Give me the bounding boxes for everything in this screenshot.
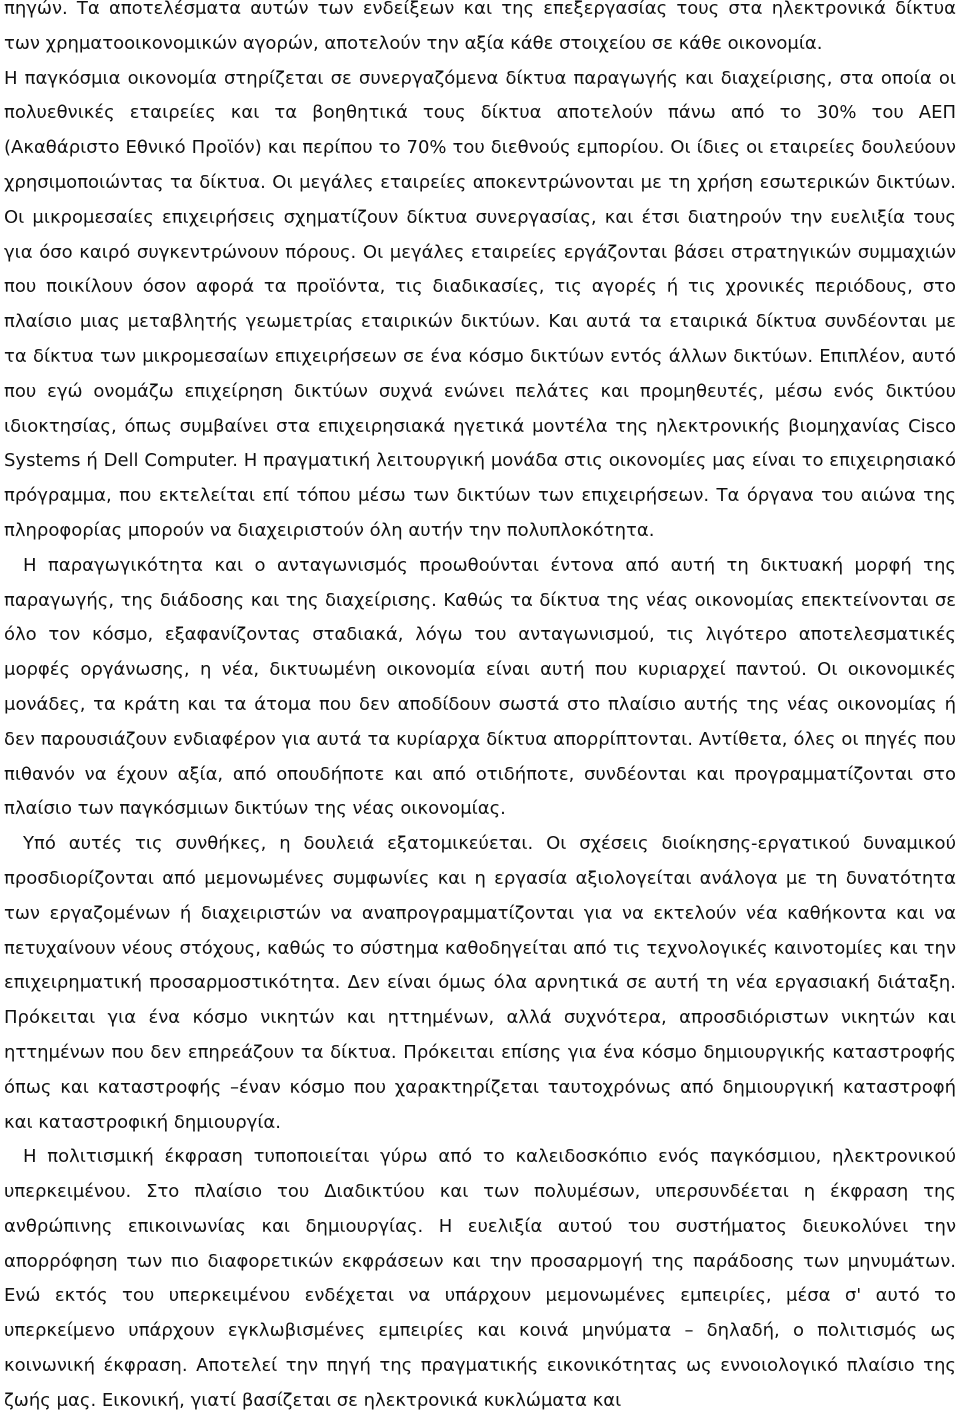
paragraph-2: Η παγκόσμια οικονομία στηρίζεται σε συνεργαζόμενα δίκτυα παραγωγής και διαχείρισης, στα οποία οι πολυεθνικές εταιρείες και τα βοηθητικά τους δίκτυα αποτελούν πάνω από το 30% του ΑΕΠ (Ακαθάριστο Εθνικό Προϊόν) και περίπου το 70% του διεθνούς εμπορίου. Οι ίδιες οι εταιρείες δουλεύουν χρησιμοποιώντας τα δίκτυα. Οι μεγάλες εταιρείες αποκεντρώνονται με τη χρήση εσωτερικών δικτύων. Οι μικρομεσαίες επιχειρήσεις σχηματίζουν δίκτυα συνεργασίας, και έτσι διατηρούν την ευελιξία τους για όσο καιρό συγκεντρώνουν πόρους. Οι μεγάλες εταιρείες εργάζονται βάσει στρατηγικών συμμαχιών που ποικίλουν όσον αφορά τα προϊόντα, τις διαδικασίες, τις αγορές ή τις χρονικές περιόδους, στο πλαίσιο μιας μεταβλητής γεωμετρίας εταιρικών δικτύων. Και αυτά τα εταιρικά δίκτυα συνδέονται με τα δίκτυα των μικρομεσαίων επιχειρήσεων σε ένα κόσμο δικτύων εντός άλλων δικτύων. Επιπλέον, αυτό που εγώ ονομάζω επιχείρηση δικτύων συχνά ενώνει πελάτες και προμηθευτές, μέσω ενός δικτύου ιδιοκτησίας, όπως συμβαίνει στα επιχειρησιακά ηγετικά μοντέλα της ηλεκτρονικής βιομηχανίας Cisco Systems ή Dell Computer. Η πραγματική λειτουργική μονάδα στις οικονομίες μας είναι το επιχειρησιακό πρόγραμμα, που εκτελείται επί τόπου μέσω των δικτύων των επιχειρήσεων. Τα όργανα του αιώνα της πληροφορίας μπορούν να διαχειριστούν όλη αυτήν την πολυπλοκότητα.	[4, 67, 956, 541]
document-page	[4, 0, 956, 1419]
paragraph-3: Η παραγωγικότητα και ο ανταγωνισμός προωθούνται έντονα από αυτή τη δικτυακή μορφή της παραγωγής, της διάδοσης και της διαχείρισης. Καθώς τα δίκτυα της νέας οικονομίας επεκτείνονται σε όλο τον κόσμο, εξαφανίζοντας σταδιακά, λόγω του ανταγωνισμού, τις λιγότερο αποτελεσματικές μορφές οργάνωσης, η νέα, δικτυωμένη οικονομία είναι αυτή που κυριαρχεί παντού. Οι οικονομικές μονάδες, τα κράτη και τα άτομα που δεν αποδίδουν σωστά στο πλαίσιο αυτής της νέας οικονομίας ή δεν παρουσιάζουν ενδιαφέρον για αυτά τα κυρίαρχα δίκτυα απορρίπτονται. Αντίθετα, όλες οι πηγές που πιθανόν να έχουν αξία, από οπουδήποτε και από οτιδήποτε, συνδέονται και προγραμματίζονται στο πλαίσιο των παγκόσμιων δικτύων της νέας οικονομίας.	[4, 554, 956, 820]
paragraph-1: πηγών. Τα αποτελέσματα αυτών των ενδείξεων και της επεξεργασίας τους στα ηλεκτρονικά δίκτυα των χρηματοοικονομικών αγορών, αποτελούν την αξία κάθε στοιχείου σε κάθε οικονομία.	[4, 0, 956, 54]
paragraph-5: Η πολιτισμική έκφραση τυποποιείται γύρω από το καλειδοσκόπιο ενός παγκόσμιου, ηλεκτρονικού υπερκειμένου. Στο πλαίσιο του Διαδικτύου και των πολυμέσων, υπερσυνδέεται η έκφραση της ανθρώπινης επικοινωνίας και δημιουργίας. Η ευελιξία αυτού του συστήματος διευκολύνει την απορρόφηση των πιο διαφορετικών εκφράσεων και την προσαρμογή της παράδοσης των μηνυμάτων. Ενώ εκτός του υπερκειμένου ενδέχεται να υπάρχουν μεμονωμένες εμπειρίες, μέσα σ' αυτό το υπερκείμενο υπάρχουν εγκλωβισμένες εμπειρίες και κοινά μηνύματα – δηλαδή, ο πολιτισμός ως κοινωνική έκφραση. Αποτελεί την πηγή της πραγματικής εικονικότητας ως εννοιολογικό πλαίσιο της ζωής μας. Εικονική, γιατί βασίζεται σε ηλεκτρονικά κυκλώματα και	[4, 1146, 956, 1411]
paragraph-4: Υπό αυτές τις συνθήκες, η δουλειά εξατομικεύεται. Οι σχέσεις διοίκησης-εργατικού δυναμικού προσδιορίζονται από μεμονωμένες συμφωνίες και η εργασία αξιολογείται ανάλογα με τη δυνατότητα των εργαζομένων ή διαχειριστών να αναπρογραμματίζονται για να εκτελούν νέα καθήκοντα και να πετυχαίνουν νέους στόχους, καθώς το σύστημα καθοδηγείται από τις τεχνολογικές καινοτομίες και την επιχειρηματική προσαρμοστικότητα. Δεν είναι όμως όλα αρνητικά σε αυτή τη νέα εργασιακή διάταξη. Πρόκειται για ένα κόσμο νικητών και ηττημένων, αλλά συχνότερα, απροσδιόριστων νικητών και ηττημένων που δεν επηρεάζουν τα δίκτυα. Πρόκειται επίσης για ένα κόσμο δημιουργικής καταστροφής όπως και καταστροφής –έναν κόσμο που χαρακτηρίζεται ταυτοχρόνως από δημιουργική καταστροφή και καταστροφική δημιουργία.	[4, 833, 956, 1133]
